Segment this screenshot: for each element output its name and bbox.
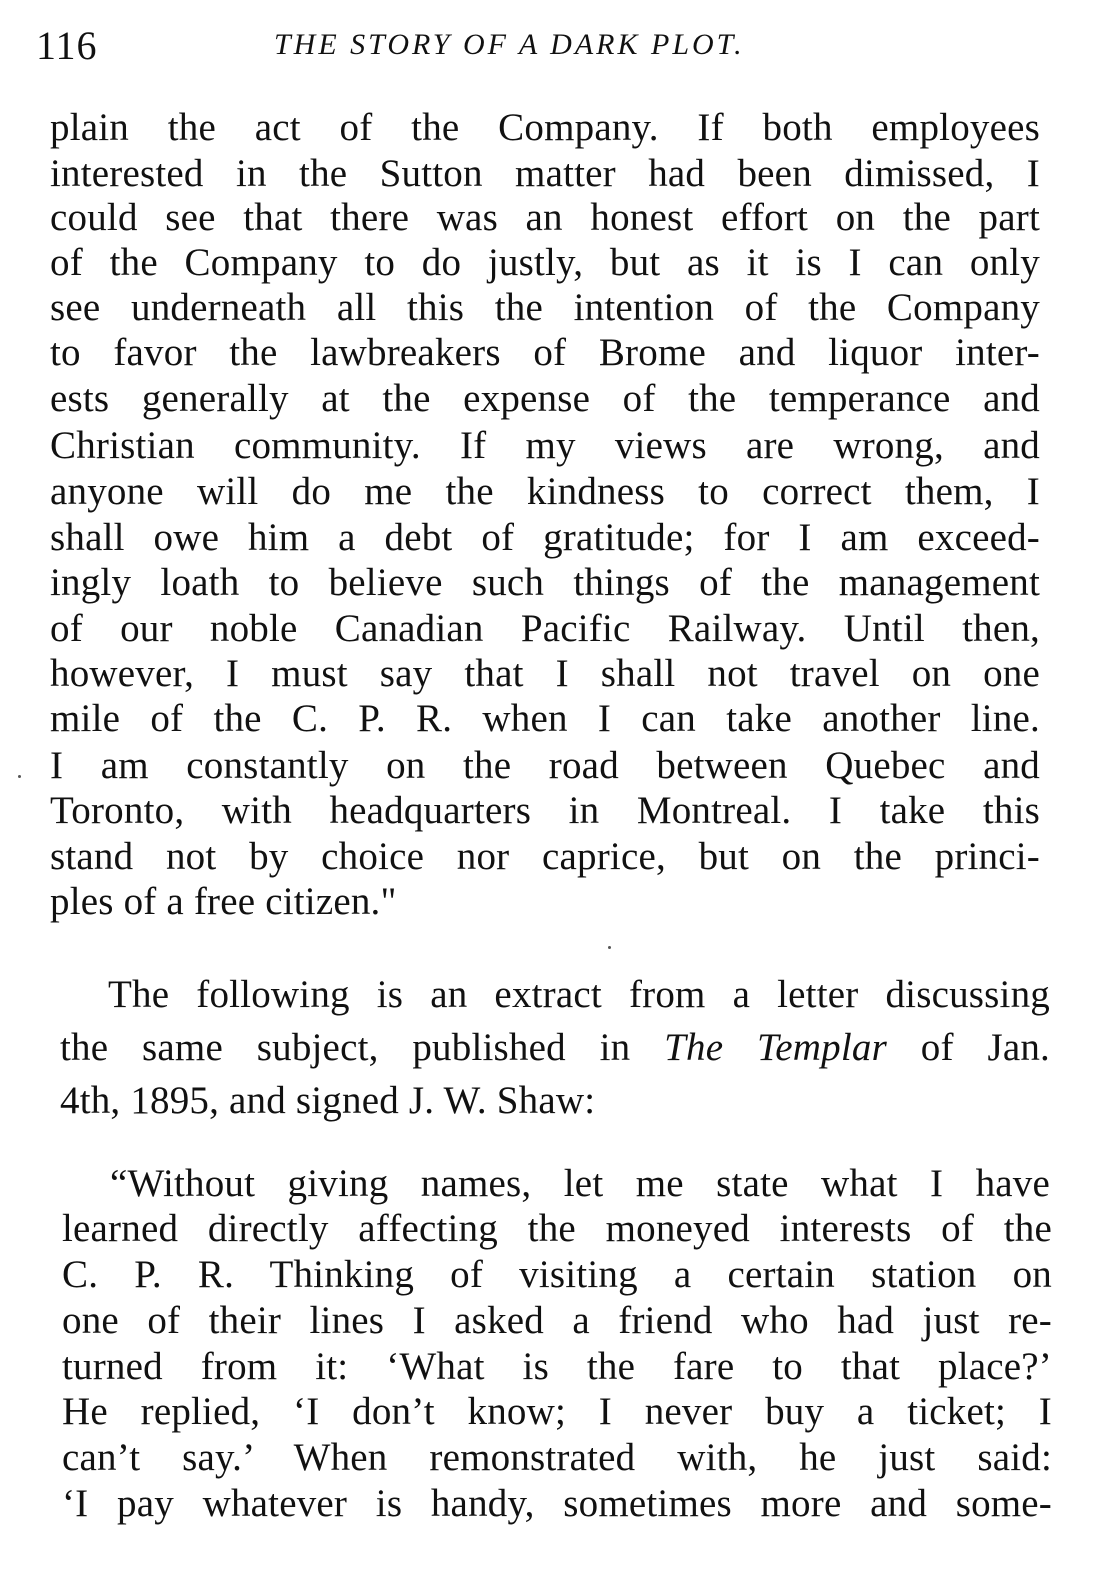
page-header [36,22,1046,72]
text-line-with-italic [60,1026,1050,1070]
text-line: ‘I pay whatever is handy, sometimes more and some- [62,1482,1052,1525]
text-line: ples of a free citizen." [50,880,397,923]
text-line: can’t say.’ When remonstrated with, he just said: [62,1436,1052,1479]
text-line: He replied, ‘I don’t know; I never buy a ticket; I [62,1390,1052,1433]
text-line: I am constantly on the road between Quebec and [50,744,1040,787]
text-line: could see that there was an honest effort on the part [50,196,1040,239]
text-line: Toronto, with headquarters in Montreal. I take this [50,789,1040,832]
page-number: 116 [36,23,98,68]
text-line: one of their lines I asked a friend who had just re- [62,1299,1052,1342]
publication-title: The Templar [664,1026,887,1069]
text-line: 4th, 1895, and signed J. W. Shaw: [60,1079,596,1122]
text-line: mile of the C. P. R. when I can take another line. [50,697,1040,740]
text-line: anyone will do me the kindness to correct them, I [50,470,1040,513]
text-line: however, I must say that I shall not travel on one [50,652,1040,695]
text-line: plain the act of the Company. If both employees [50,106,1040,149]
text-line: turned from it: ‘What is the fare to that place?’ [62,1345,1052,1388]
text-line: The following is an extract from a letter discussing [108,973,1050,1016]
text-line: of the Company to do justly, but as it is I can only [50,241,1040,284]
text-line: of our noble Canadian Pacific Railway. Until then, [50,607,1040,650]
text-line: ingly loath to believe such things of the management [50,561,1040,604]
text-line: Christian community. If my views are wrong, and [50,424,1040,467]
print-speck [608,946,611,949]
text-line: C. P. R. Thinking of visiting a certain station on [62,1253,1052,1296]
text-line: learned directly affecting the moneyed interests of the [62,1207,1052,1250]
text-line: “Without giving names, let me state what I have [110,1162,1050,1205]
text-span: of Jan. [887,1026,1050,1069]
text-line: stand not by choice nor caprice, but on the princi- [50,835,1040,878]
print-speck [18,775,21,778]
text-line: shall owe him a debt of gratitude; for I am exceed- [50,516,1040,559]
text-span: the same subject, published in [60,1026,665,1069]
text-line: interested in the Sutton matter had been dimissed, I [50,152,1040,195]
text-line: to favor the lawbreakers of Brome and liquor inter- [50,331,1040,374]
text-line: ests generally at the expense of the temperance and [50,377,1040,420]
running-title: THE STORY OF A DARK PLOT. [274,28,745,61]
text-line: see underneath all this the intention of the Company [50,286,1040,329]
